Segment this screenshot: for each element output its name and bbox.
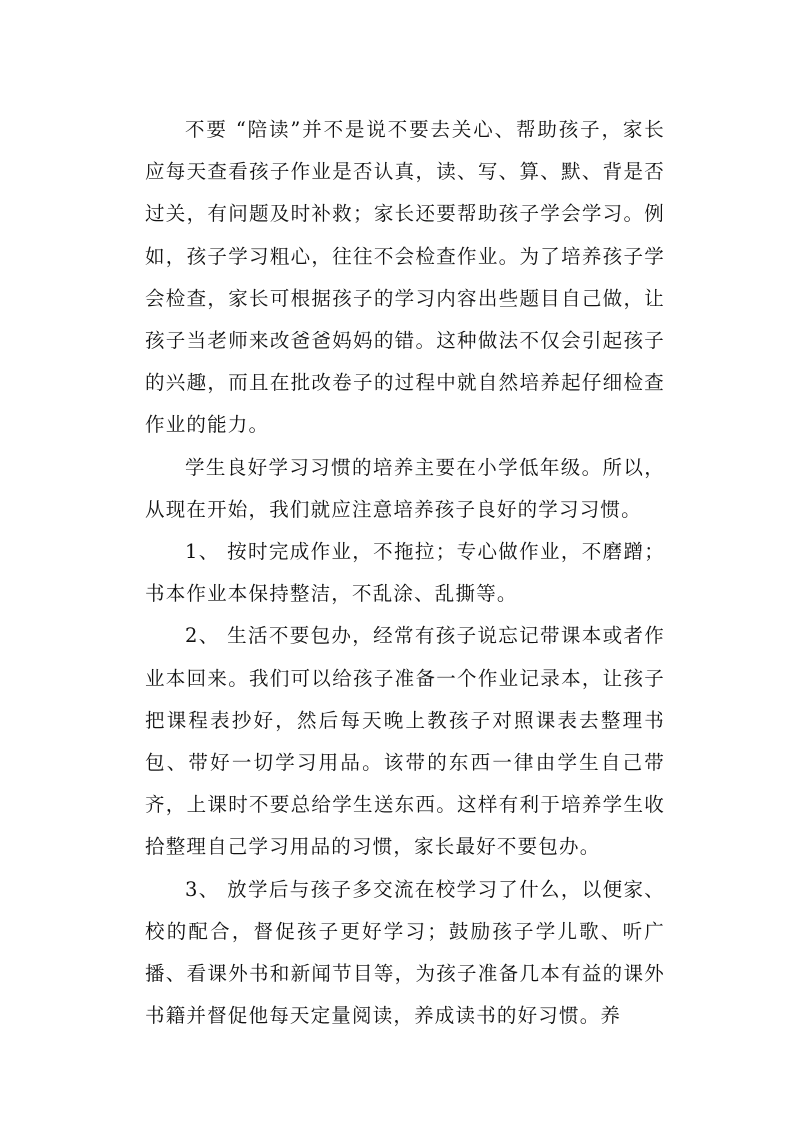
list-item-3: 3、 放学后与孩子多交流在校学习了什么，以便家、校的配合，督促孩子更好学习；鼓励孩子学儿歌、听广播、看课外书和新闻节目等，为孩子准备几本有益的课外书籍并督促他每天定量阅读，养成读书的好习惯。养 [145,877,665,1028]
paragraph-1: 不要 “陪读”并不是说不要去关心、帮助孩子，家长应每天查看孩子作业是否认真，读、写、算、默、背是否过关，有问题及时补救；家长还要帮助孩子学会学习。例如，孩子学习粗心，往往不会检查作业。为了培养孩子学会检查，家长可根据孩子的学习内容出些题目自己做，让孩子当老师来改爸爸妈妈的错。这种做法不仅会引起孩子的兴趣，而且在批改卷子的过程中就自然培养起仔细检查作业的能力。 [145,118,665,437]
list-item-2: 2、 生活不要包办，经常有孩子说忘记带课本或者作业本回来。我们可以给孩子准备一个作业记录本，让孩子把课程表抄好，然后每天晚上教孩子对照课表去整理书包、带好一切学习用品。该带的东西一律由学生自己带齐，上课时不要总给学生送东西。这样有利于培养学生收拾整理自己学习用品的习惯，家长最好不要包办。 [145,624,665,859]
body-text [145,109,665,1037]
paragraph-2: 学生良好学习习惯的培养主要在小学低年级。所以，从现在开始，我们就应注意培养孩子良好的学习习惯。 [145,455,665,521]
list-item-1: 1、 按时完成作业，不拖拉；专心做作业，不磨蹭；书本作业本保持整洁，不乱涂、乱撕等。 [145,540,665,606]
